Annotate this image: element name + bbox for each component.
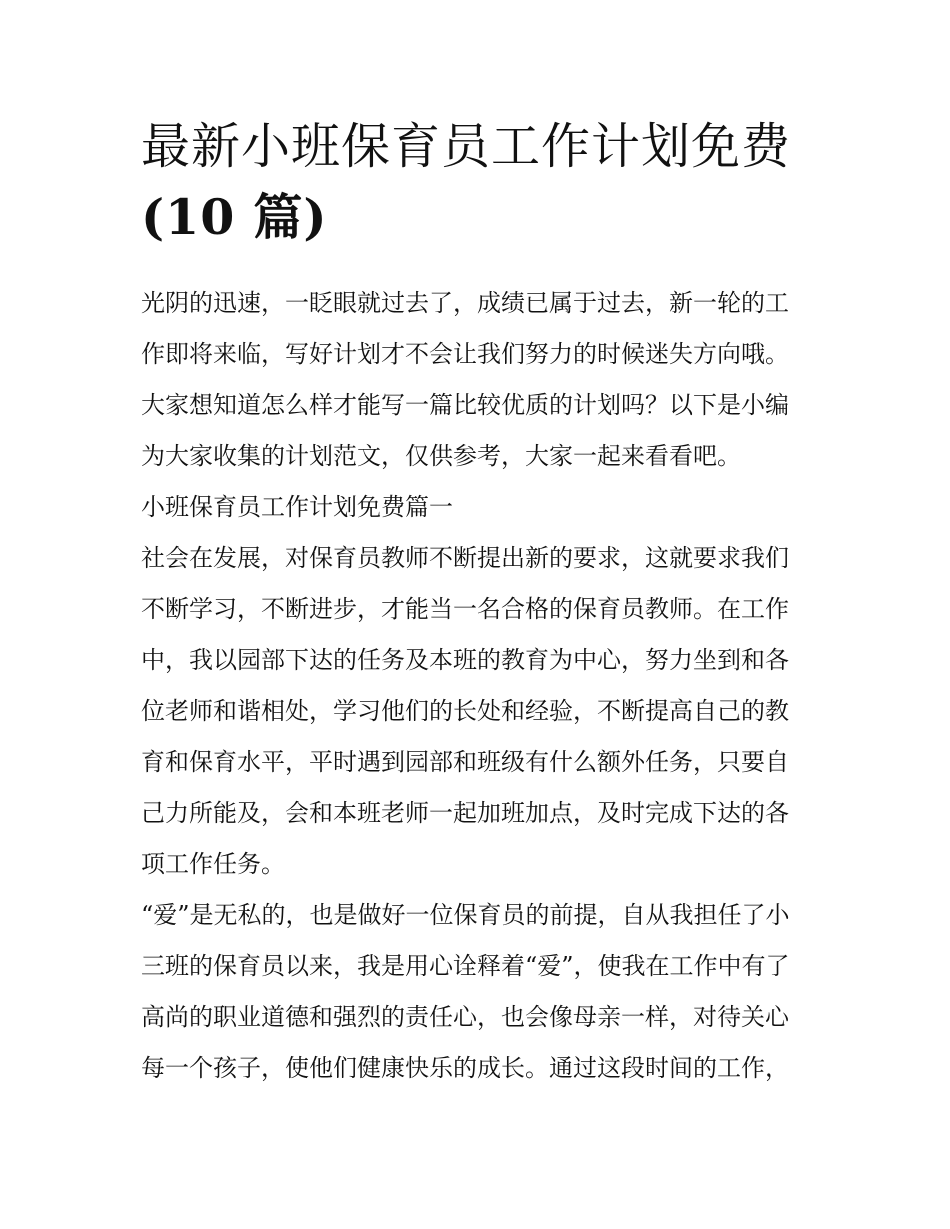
section-heading: 小班保育员工作计划免费篇一 [141,493,453,521]
body-paragraph [141,890,813,1094]
text-line: 三班的保育员以来，我是用心诠释着“爱”，使我在工作中有了 [141,952,790,980]
body-paragraph [141,533,813,890]
text-line: 每一个孩子，使他们健康快乐的成长。通过这段时间的工作， [141,1054,789,1082]
text-line: 社会在发展，对保育员教师不断提出新的要求，这就要求我们 [141,544,789,572]
document-page [141,112,813,1094]
text-line: 己力所能及，会和本班老师一起加班加点，及时完成下达的各 [141,799,789,827]
text-line: 大家想知道怎么样才能写一篇比较优质的计划吗？以下是小编 [141,391,789,419]
title-line-2: (10 篇) [141,188,328,246]
text-line: 光阴的迅速，一眨眼就过去了，成绩已属于过去，新一轮的工 [141,289,789,317]
title-line-1: 最新小班保育员工作计划免费 [141,118,792,175]
text-line: 为大家收集的计划范文，仅供参考，大家一起来看看吧。 [141,442,741,470]
text-line: 中，我以园部下达的任务及本班的教育为中心，努力坐到和各 [141,646,789,674]
text-line: 作即将来临，写好计划才不会让我们努力的时候迷失方向哦。 [141,340,789,368]
text-line: “爱”是无私的，也是做好一位保育员的前提，自从我担任了小 [141,901,790,929]
text-line: 项工作任务。 [141,850,285,878]
text-line: 位老师和谐相处，学习他们的长处和经验，不断提高自己的教 [141,697,789,725]
document-title [141,112,813,252]
text-line: 不断学习，不断进步，才能当一名合格的保育员教师。在工作 [141,595,789,623]
intro-paragraph [141,278,813,482]
document-body [141,278,813,1094]
text-line: 育和保育水平，平时遇到园部和班级有什么额外任务，只要自 [141,748,789,776]
text-line: 高尚的职业道德和强烈的责任心，也会像母亲一样，对待关心 [141,1003,789,1031]
